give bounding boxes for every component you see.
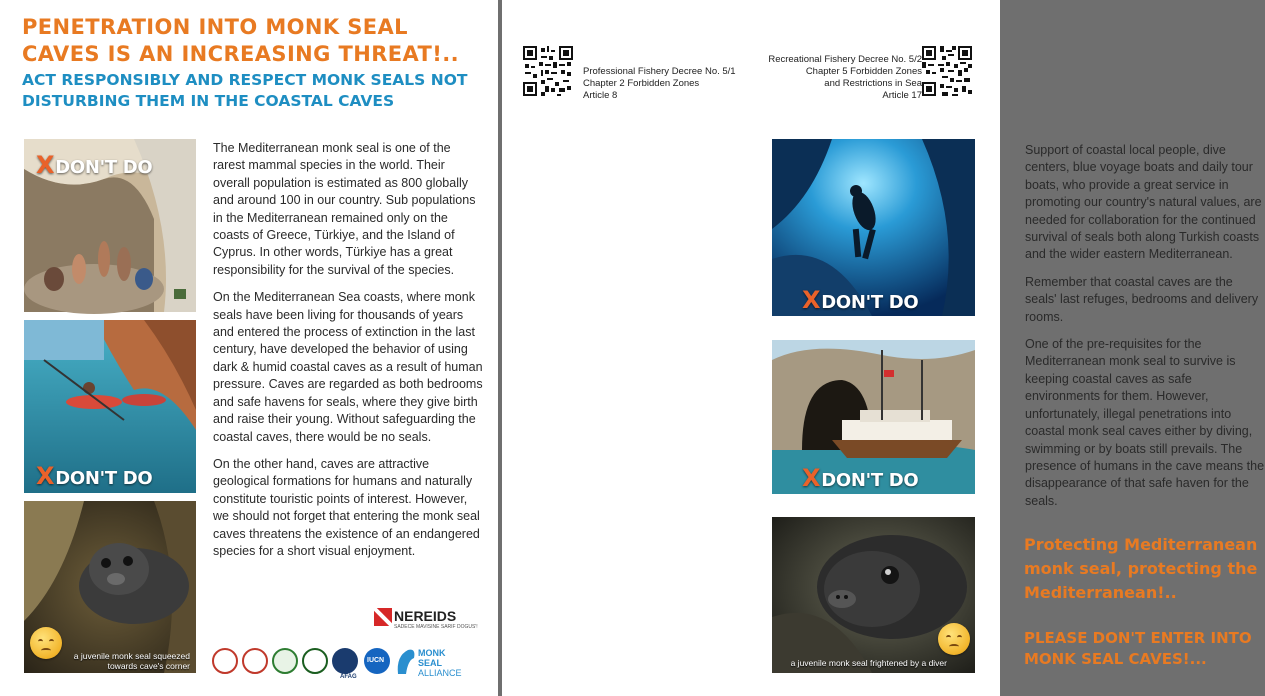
photo-caption-right: a juvenile monk seal frightened by a diver bbox=[790, 658, 947, 668]
afag-logo bbox=[332, 648, 358, 674]
alliance-line-1: MONK bbox=[418, 648, 446, 658]
photo-diver bbox=[772, 139, 975, 316]
right-body-text bbox=[1025, 142, 1265, 520]
photo-juvenile-seal-corner bbox=[24, 501, 196, 673]
ministry-logo-4 bbox=[302, 648, 328, 674]
nereids-logo: NEREIDS bbox=[394, 608, 457, 624]
afag-label: AFAG bbox=[340, 674, 357, 680]
photo-caption-left: a juvenile monk seal squeezed towards cave's corner bbox=[73, 651, 190, 671]
iucn-label: IUCN bbox=[367, 657, 385, 664]
x-mark-icon: X bbox=[36, 462, 55, 490]
x-mark-icon: X bbox=[802, 464, 821, 492]
x-mark-icon: X bbox=[36, 151, 55, 179]
sub-title: ACT RESPONSIBLY AND RESPECT MONK SEALS NOT DISTURBING THEM IN THE COASTAL CAVES bbox=[22, 71, 468, 110]
dont-do-label-2: XDON'T DO bbox=[36, 462, 153, 490]
left-paragraph-2: On the Mediterranean Sea coasts, where monk seals have been living for thousands of years and entered the process of extinction in the last century, have developed the behavior of using dark & humid coastal caves as a result of human pressure. Caves are regarded as both bedrooms and safe havens for seals, where they give birth and raise their young. Without safeguarding the coastal caves, there would be no seals. bbox=[213, 290, 483, 444]
monk-seal-alliance-icon bbox=[394, 646, 418, 676]
right-paragraph-2: Remember that coastal caves are the seals' last refuges, bedrooms and delivery rooms. bbox=[1025, 274, 1259, 324]
qr-code-right bbox=[922, 46, 972, 96]
photo-cave-people bbox=[24, 139, 196, 312]
alliance-line-2: SEAL bbox=[418, 658, 443, 668]
slogan-protecting: Protecting Mediterranean monk seal, protecting the Mediterranean!.. bbox=[1024, 535, 1258, 602]
qr-code-left bbox=[523, 46, 573, 96]
left-paragraph-1: The Mediterranean monk seal is one of the rarest mammal species in the world. Their overall population is estimated as 800 globally and around 100 in our country. Sub populations in the Mediterranean remained only on the coasts of Greece, Türkiye, and the Island of Cyprus. In other words, Türkiye has a great responsibility for the survival of the species. bbox=[213, 141, 476, 277]
left-page bbox=[0, 0, 498, 696]
ministry-logo-2 bbox=[242, 648, 268, 674]
alliance-line-3: ALLIANCE bbox=[418, 668, 462, 678]
photo-kayaks bbox=[24, 320, 196, 493]
main-title: PENETRATION INTO MONK SEAL CAVES IS AN INCREASING THREAT!.. bbox=[22, 15, 459, 66]
sad-face-icon bbox=[938, 623, 970, 655]
ministry-logo-1 bbox=[212, 648, 238, 674]
left-body-text bbox=[213, 140, 483, 570]
dont-do-label-4: XDON'T DO bbox=[802, 464, 919, 492]
decree-recreational: Recreational Fishery Decree No. 5/2 Chapter 5 Forbidden Zones and Restrictions in Sea Article 17 bbox=[768, 54, 922, 101]
nereids-flag-icon bbox=[374, 608, 392, 626]
nereids-tagline: SADECE MAVISINE SARIF DOGUS'! bbox=[394, 624, 478, 630]
right-paragraph-1: Support of coastal local people, dive centers, blue voyage boats and daily tour boats, who provide a great service in promoting our country's natural values, are needed for collaboration for the continued survival of seals both along Turkish coasts and the wider eastern Mediterranean. bbox=[1025, 143, 1262, 262]
right-page bbox=[502, 0, 1265, 696]
right-paragraph-3: One of the pre-requisites for the Mediterranean monk seal to survive is keeping coastal caves as safe environments for them. However, unfortunately, illegal penetrations into coastal monk seal caves either by diving, swimming or by boats still prevails. The presence of humans in the cave means the disappearance of that safe haven for the seals. bbox=[1025, 337, 1265, 508]
photo-boat bbox=[772, 340, 975, 494]
ministry-logo-3 bbox=[272, 648, 298, 674]
x-mark-icon: X bbox=[802, 286, 821, 314]
slogan-dont-enter: PLEASE DON'T ENTER INTO MONK SEAL CAVES!... bbox=[1024, 629, 1252, 668]
left-paragraph-3: On the other hand, caves are attractive geological formations for humans and naturally constitute touristic points of interest. However, we should not forget that entering the monk seal caves threatens the existence of an endangered species for a short visual enjoyment. bbox=[213, 456, 480, 558]
dont-do-label-1: XDON'T DO bbox=[36, 151, 153, 179]
decree-professional: Professional Fishery Decree No. 5/1 Chapter 2 Forbidden Zones Article 8 bbox=[583, 66, 736, 101]
partner-logos bbox=[212, 600, 482, 680]
dont-do-label-3: XDON'T DO bbox=[802, 286, 919, 314]
sad-face-icon bbox=[30, 627, 62, 659]
photo-juvenile-seal-frightened bbox=[772, 517, 975, 673]
